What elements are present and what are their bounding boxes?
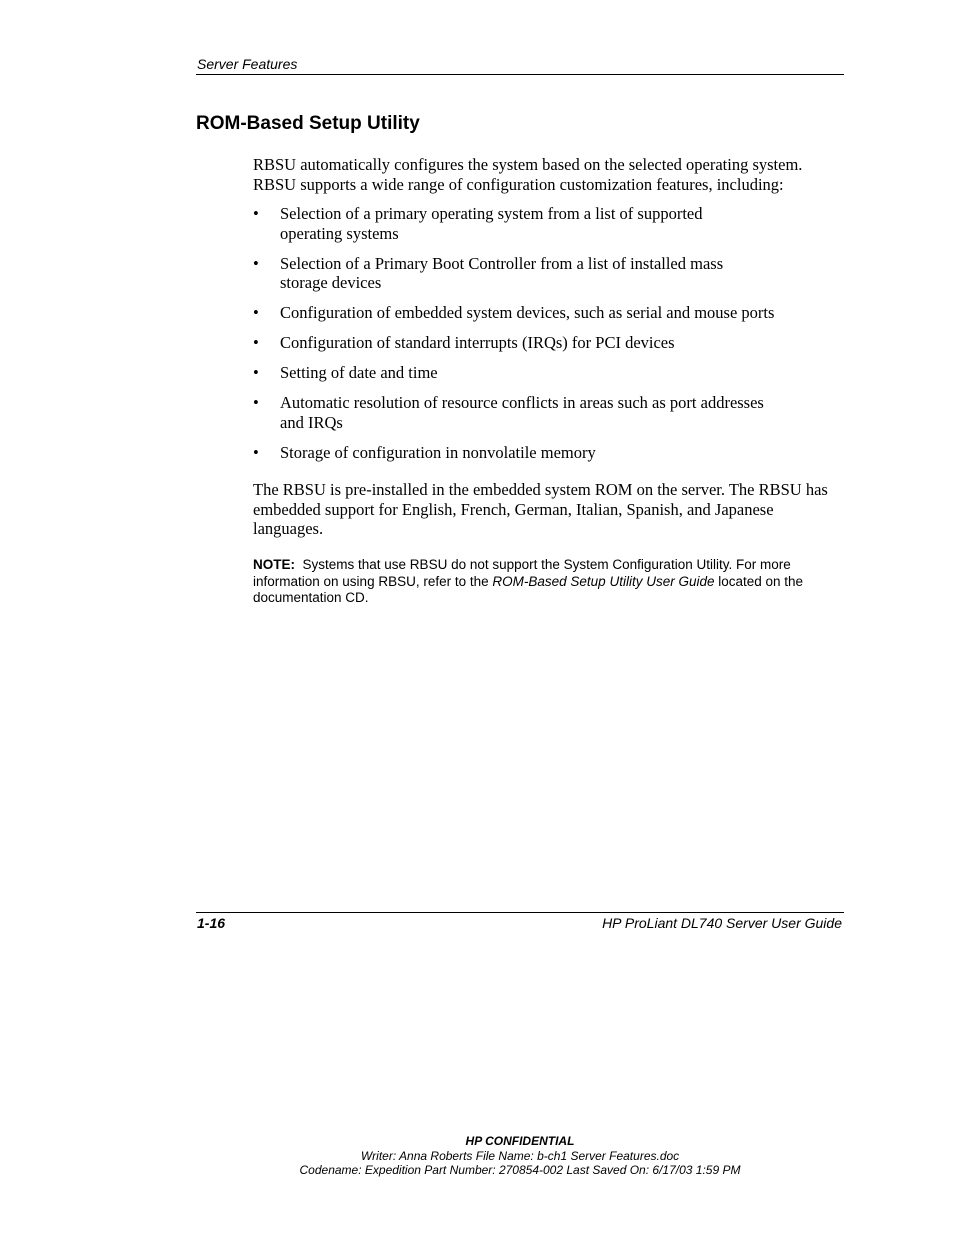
confidential-label: HP CONFIDENTIAL bbox=[465, 1134, 575, 1148]
page-number: 1-16 bbox=[197, 915, 226, 931]
list-item-text: Setting of date and time bbox=[280, 363, 438, 382]
note-label: NOTE: bbox=[253, 557, 295, 572]
list-item-text: Automatic resolution of resource conflicts in areas such as port addresses bbox=[280, 393, 764, 412]
list-item bbox=[253, 333, 833, 353]
note-text-end: located on the documentation CD. bbox=[253, 573, 804, 605]
note-text: Systems that use RBSU do not support the System Configuration Utility. For more information on using RBSU, refer to the bbox=[253, 557, 791, 589]
running-header: Server Features bbox=[197, 56, 298, 72]
list-item-text: Selection of a Primary Boot Controller from a list of installed mass bbox=[280, 253, 724, 273]
guide-title: ROM-Based Setup Utility User Guide bbox=[492, 573, 715, 589]
bullet-icon: • bbox=[253, 333, 259, 352]
confidential-block bbox=[0, 1134, 954, 1178]
note-box bbox=[253, 557, 838, 607]
feature-list bbox=[253, 204, 833, 473]
part-info: Codename: Expedition Part Number: 270854-002 Last Saved On: 6/17/03 1:59 PM bbox=[299, 1163, 741, 1177]
languages-paragraph: The RBSU is pre-installed in the embedded system ROM on the server. The RBSU has embedded support for English, French, German, Italian, Spanish, and Japanese languages. bbox=[253, 480, 828, 538]
list-item-text: Configuration of embedded system devices, such as serial and mouse ports bbox=[280, 303, 775, 322]
list-item bbox=[253, 443, 833, 463]
writer-info: Writer: Anna Roberts File Name: b-ch1 Server Features.doc bbox=[360, 1148, 680, 1163]
list-item-text-continued: operating systems bbox=[280, 223, 399, 243]
list-item bbox=[253, 254, 833, 293]
section-heading: ROM-Based Setup Utility bbox=[196, 113, 420, 134]
list-item bbox=[253, 393, 833, 432]
list-item-text: Storage of configuration in nonvolatile memory bbox=[280, 442, 596, 462]
list-item-text-continued: storage devices bbox=[280, 273, 382, 292]
bullet-icon: • bbox=[253, 204, 259, 223]
document-title: HP ProLiant DL740 Server User Guide bbox=[602, 915, 842, 931]
footer-divider bbox=[196, 912, 844, 913]
list-item bbox=[253, 303, 833, 323]
bullet-icon: • bbox=[253, 253, 259, 273]
bullet-icon: • bbox=[253, 363, 259, 382]
bullet-icon: • bbox=[253, 442, 259, 462]
intro-paragraph: RBSU automatically configures the system based on the selected operating system. RBSU supports a wide range of configuration customization features, including: bbox=[253, 155, 803, 194]
list-item-text: Configuration of standard interrupts (IRQs) for PCI devices bbox=[280, 333, 675, 352]
header-divider bbox=[196, 74, 844, 75]
list-item-text: Selection of a primary operating system from a list of supported bbox=[280, 204, 703, 223]
list-item bbox=[253, 363, 833, 383]
list-item-text-continued: and IRQs bbox=[280, 412, 343, 432]
list-item bbox=[253, 204, 833, 243]
bullet-icon: • bbox=[253, 393, 259, 412]
bullet-icon: • bbox=[253, 303, 259, 322]
